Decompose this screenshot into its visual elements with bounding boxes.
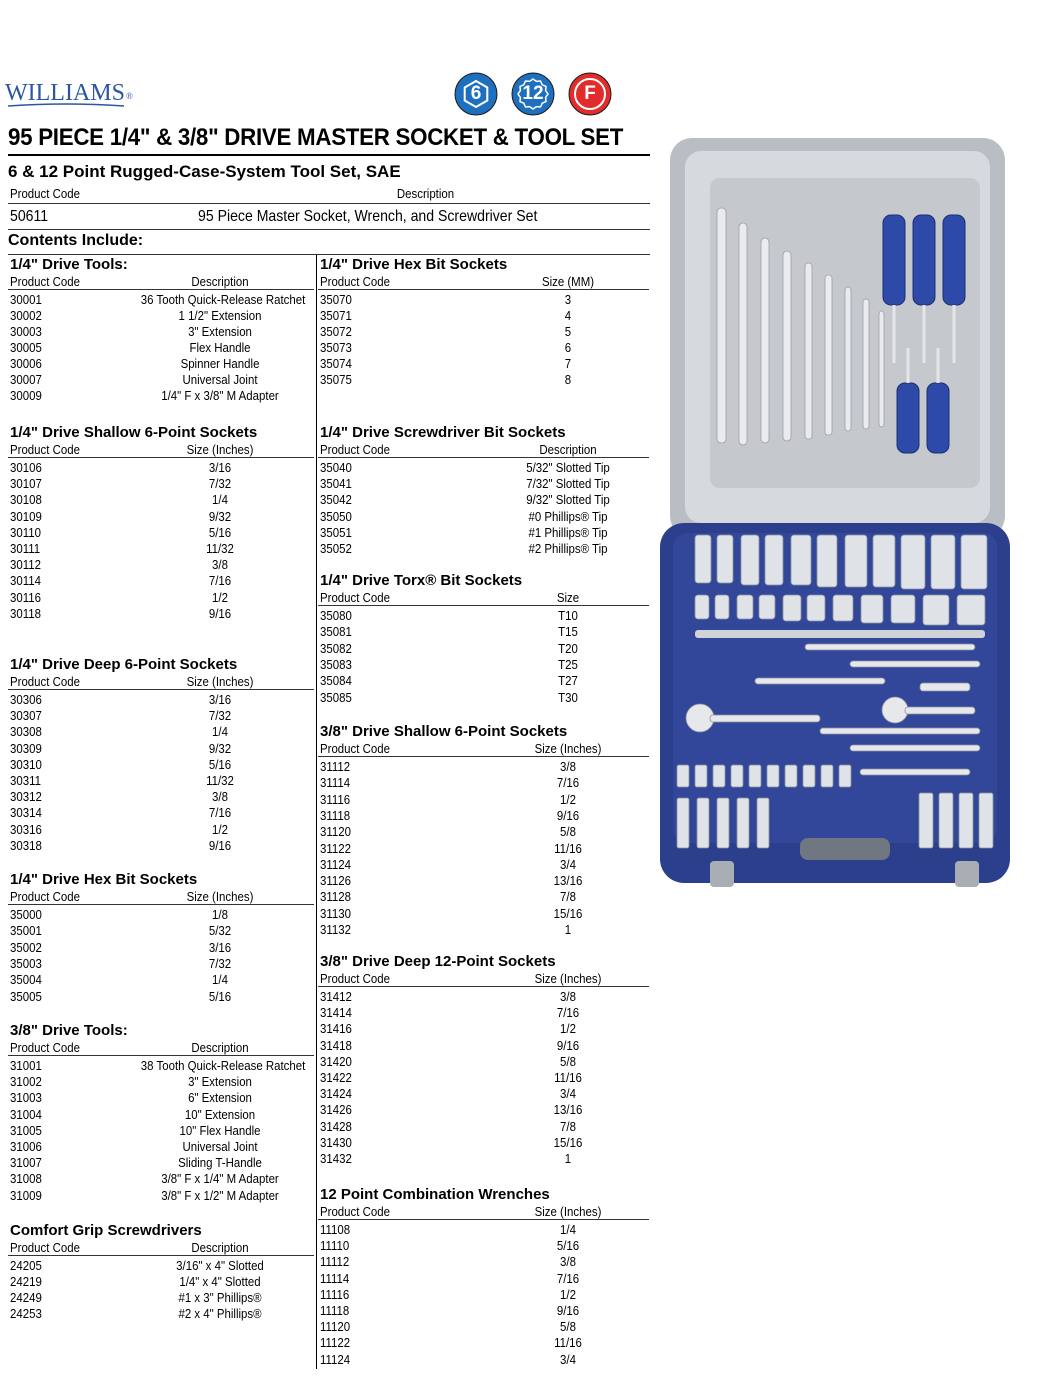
badge-circle bbox=[568, 72, 612, 116]
table-row-code: 31132 bbox=[320, 922, 351, 937]
table-row-code: 31120 bbox=[320, 824, 351, 840]
table-row-value: 11/32 bbox=[206, 773, 234, 788]
table-row-value: 9/16 bbox=[208, 837, 232, 853]
logo-text: WILLIAMS bbox=[5, 80, 125, 106]
table-row-code: 35075 bbox=[320, 372, 352, 387]
col-header-desc: Size (Inches) bbox=[534, 971, 602, 986]
table-row-code: 24253 bbox=[10, 1306, 42, 1321]
table-row-value: 3/8" F x 1/2" M Adapter bbox=[161, 1187, 279, 1203]
table-row-code: 35051 bbox=[320, 524, 352, 540]
table-row-value: 7/16 bbox=[556, 1005, 580, 1021]
product-description: 95 Piece Master Socket, Wrench, and Screwdriver Set bbox=[198, 208, 538, 225]
table-row-code: 24205 bbox=[10, 1258, 42, 1273]
table-row-value: 1/2 bbox=[560, 1286, 576, 1302]
table-row-code: 31124 bbox=[320, 856, 351, 872]
table-row-code: 31430 bbox=[320, 1134, 352, 1150]
section-rule bbox=[8, 1055, 314, 1056]
col-header-desc: Description bbox=[191, 1240, 249, 1255]
table-row-code: 31122 bbox=[320, 840, 351, 856]
table-row-value: 36 Tooth Quick-Release Ratchet bbox=[140, 292, 306, 307]
column-divider bbox=[316, 255, 317, 1369]
table-row-value: #2 Phillips® Tip bbox=[528, 541, 608, 556]
table-row-value: 1/4" x 4" Slotted bbox=[179, 1274, 261, 1289]
table-row-code: 35000 bbox=[10, 907, 42, 922]
table-row-value: T20 bbox=[558, 640, 578, 656]
table-row-code: 30111 bbox=[10, 541, 41, 556]
table-row-value: Universal Joint bbox=[182, 1139, 258, 1154]
table-row-value: 3/16 bbox=[208, 939, 232, 955]
table-row-value: 5/8 bbox=[560, 1319, 576, 1335]
table-row-value: 3/8" F x 1/4" M Adapter bbox=[161, 1171, 279, 1187]
col-header-desc: Size (Inches) bbox=[534, 1204, 602, 1219]
table-row-code: 31414 bbox=[320, 1005, 352, 1021]
table-row-value: 1 1/2" Extension bbox=[178, 308, 262, 323]
section-rule bbox=[8, 689, 314, 690]
table-row-value: 5 bbox=[564, 324, 572, 339]
table-row-code: 35070 bbox=[320, 292, 352, 307]
header-rule bbox=[8, 203, 650, 204]
table-row-value: 3/8 bbox=[560, 989, 576, 1004]
table-row-code: 11110 bbox=[320, 1238, 350, 1254]
table-row-code: 30309 bbox=[10, 740, 42, 756]
table-row-code: 35085 bbox=[320, 689, 352, 705]
table-row-value: 3/16" x 4" Slotted bbox=[176, 1258, 264, 1273]
table-row-code: 30107 bbox=[10, 476, 42, 492]
col-header-code: Product Code bbox=[10, 442, 80, 457]
badge-label: F bbox=[584, 83, 596, 104]
page-subtitle: 6 & 12 Point Rugged-Case-System Tool Set, SAE bbox=[8, 162, 401, 181]
table-row-value: 5/32" Slotted Tip bbox=[526, 460, 610, 475]
table-row-code: 30007 bbox=[10, 372, 42, 387]
table-row-value: Universal Joint bbox=[182, 372, 258, 387]
section-rule bbox=[8, 1255, 314, 1256]
col-header-code: Product Code bbox=[320, 1204, 390, 1219]
table-row-code: 31003 bbox=[10, 1090, 42, 1106]
table-row-value: 7/8 bbox=[560, 1118, 576, 1134]
table-row-code: 35082 bbox=[320, 640, 352, 656]
table-row-value: 11/32 bbox=[206, 541, 234, 556]
table-row-value: 9/32 bbox=[208, 740, 232, 756]
product-code: 50611 bbox=[10, 208, 49, 225]
table-row-code: 30108 bbox=[10, 492, 42, 508]
table-row-code: 30318 bbox=[10, 837, 42, 853]
table-row-value: 15/16 bbox=[553, 1134, 583, 1150]
table-row-code: 31418 bbox=[320, 1037, 352, 1053]
table-row-code: 31426 bbox=[320, 1102, 352, 1118]
section-rule bbox=[8, 457, 314, 458]
table-row-code: 31116 bbox=[320, 791, 351, 807]
table-row-value: 1/8 bbox=[212, 907, 228, 922]
table-row-code: 31412 bbox=[320, 989, 352, 1004]
table-row-value: 4 bbox=[564, 308, 572, 323]
table-row-code: 31008 bbox=[10, 1171, 42, 1187]
table-row-code: 30002 bbox=[10, 308, 42, 323]
table-row-code: 30001 bbox=[10, 292, 42, 307]
table-row-code: 31432 bbox=[320, 1151, 352, 1166]
tool-case-photo bbox=[655, 133, 1015, 893]
section-title: 1/4" Drive Shallow 6-Point Sockets bbox=[10, 424, 258, 441]
table-row-value: 3/16 bbox=[208, 460, 232, 475]
section-title: 1/4" Drive Hex Bit Sockets bbox=[10, 871, 198, 888]
table-row-value: 6 bbox=[564, 340, 572, 355]
table-row-value: #2 x 4" Phillips® bbox=[178, 1306, 262, 1321]
table-row-value: 3" Extension bbox=[188, 1074, 252, 1090]
table-row-value: 3/4 bbox=[560, 1086, 576, 1102]
table-row-value: Flex Handle bbox=[189, 340, 251, 355]
col-header-desc: Size bbox=[556, 590, 580, 605]
table-row-value: 1/2 bbox=[560, 791, 576, 807]
col-header-code: Product Code bbox=[10, 889, 80, 904]
table-row-value: 3/4 bbox=[560, 856, 576, 872]
col-header-desc: Size (MM) bbox=[541, 274, 595, 289]
col-header-code: Product Code bbox=[320, 590, 390, 605]
table-row-code: 35004 bbox=[10, 972, 42, 988]
badge-label: 12 bbox=[522, 83, 544, 104]
table-row-code: 35002 bbox=[10, 939, 42, 955]
logo-swoosh-icon bbox=[8, 103, 124, 107]
section-title: 3/8" Drive Shallow 6-Point Sockets bbox=[320, 723, 568, 740]
table-row-value: 3/16 bbox=[208, 692, 232, 707]
section-title: 1/4" Drive Tools: bbox=[10, 256, 128, 273]
table-row-code: 30116 bbox=[10, 589, 41, 605]
table-row-value: Spinner Handle bbox=[180, 356, 260, 371]
table-row-code: 31424 bbox=[320, 1086, 352, 1102]
table-row-code: 11122 bbox=[320, 1335, 351, 1351]
table-row-value: 5/8 bbox=[560, 824, 576, 840]
table-row-code: 31007 bbox=[10, 1155, 42, 1171]
table-row-value: 9/16 bbox=[556, 807, 580, 823]
table-row-code: 35073 bbox=[320, 340, 352, 355]
logo-reg-mark: ® bbox=[125, 91, 133, 101]
table-row-value: 1/2 bbox=[560, 1021, 576, 1037]
table-row-value: #1 x 3" Phillips® bbox=[178, 1290, 262, 1305]
table-row-value: 3" Extension bbox=[188, 324, 252, 339]
table-row-value: 3 bbox=[564, 292, 572, 307]
table-row-code: 11120 bbox=[320, 1319, 351, 1335]
col-header-desc: Size (Inches) bbox=[534, 741, 602, 756]
col-header-code: Product Code bbox=[320, 274, 390, 289]
table-row-code: 31428 bbox=[320, 1118, 352, 1134]
table-row-code: 35080 bbox=[320, 608, 352, 623]
table-row-code: 31009 bbox=[10, 1187, 42, 1203]
table-row-code: 35081 bbox=[320, 624, 352, 640]
table-row-code: 30314 bbox=[10, 805, 42, 821]
section-rule bbox=[318, 1219, 649, 1220]
table-row-value: 7/32" Slotted Tip bbox=[526, 476, 610, 492]
table-row-value: T10 bbox=[558, 608, 578, 623]
col-header-desc: Size (Inches) bbox=[186, 442, 254, 457]
table-row-code: 30112 bbox=[10, 557, 41, 573]
col-header-code: Product Code bbox=[320, 741, 390, 756]
table-row-code: 30003 bbox=[10, 324, 42, 339]
table-row-value: 7/16 bbox=[556, 1270, 580, 1286]
table-row-code: 31112 bbox=[320, 759, 351, 774]
badge-hexagon bbox=[454, 72, 498, 116]
table-row-value: 3/8 bbox=[212, 557, 228, 573]
table-row-code: 31001 bbox=[10, 1058, 42, 1073]
table-row-value: 15/16 bbox=[553, 905, 583, 921]
table-row-code: 35042 bbox=[320, 492, 352, 508]
table-row-code: 11108 bbox=[320, 1222, 351, 1237]
table-row-code: 30312 bbox=[10, 789, 42, 805]
badge-twelve-point bbox=[511, 72, 555, 116]
table-row-value: 5/8 bbox=[560, 1053, 576, 1069]
product-rule bbox=[8, 229, 650, 230]
section-title: 1/4" Drive Deep 6-Point Sockets bbox=[10, 656, 238, 673]
table-row-value: 7/32 bbox=[208, 476, 232, 492]
table-row-code: 35071 bbox=[320, 308, 352, 323]
section-rule bbox=[318, 289, 649, 290]
table-row-value: 10" Extension bbox=[184, 1106, 256, 1122]
table-row-code: 35001 bbox=[10, 923, 42, 939]
table-row-value: 7/8 bbox=[560, 889, 576, 905]
section-title: Comfort Grip Screwdrivers bbox=[10, 1222, 202, 1239]
col-header-desc: Size (Inches) bbox=[186, 674, 254, 689]
table-row-code: 30307 bbox=[10, 708, 42, 724]
table-row-value: 1/2 bbox=[212, 589, 228, 605]
table-row-code: 30118 bbox=[10, 605, 41, 621]
table-row-value: 1 bbox=[564, 922, 572, 937]
table-row-value: #1 Phillips® Tip bbox=[528, 524, 608, 540]
table-row-value: 10" Flex Handle bbox=[179, 1122, 261, 1138]
table-row-value: 3/8 bbox=[560, 1254, 576, 1270]
table-row-value: T30 bbox=[558, 689, 578, 705]
table-row-value: 1 bbox=[564, 1151, 572, 1166]
table-row-code: 35041 bbox=[320, 476, 352, 492]
table-row-value: 13/16 bbox=[553, 1102, 583, 1118]
section-rule bbox=[318, 605, 649, 606]
table-row-value: 11/16 bbox=[554, 840, 582, 856]
section-title: 3/8" Drive Tools: bbox=[10, 1022, 128, 1039]
table-row-code: 24219 bbox=[10, 1274, 42, 1289]
col-header-code: Product Code bbox=[10, 674, 80, 689]
col-header-code: Product Code bbox=[320, 971, 390, 986]
table-row-code: 11114 bbox=[320, 1270, 350, 1286]
table-row-value: #0 Phillips® Tip bbox=[528, 508, 608, 524]
table-row-code: 11124 bbox=[320, 1351, 351, 1367]
table-row-code: 31126 bbox=[320, 873, 351, 889]
table-row-value: 13/16 bbox=[553, 873, 583, 889]
table-row-value: 1/4 bbox=[560, 1222, 576, 1237]
section-title: 1/4" Drive Hex Bit Sockets bbox=[320, 256, 508, 273]
table-row-code: 35040 bbox=[320, 460, 352, 475]
table-row-code: 35072 bbox=[320, 324, 352, 339]
table-row-code: 24249 bbox=[10, 1290, 42, 1305]
section-rule bbox=[318, 756, 649, 757]
table-row-value: 38 Tooth Quick-Release Ratchet bbox=[140, 1058, 306, 1073]
contents-rule bbox=[8, 254, 650, 255]
table-row-code: 31002 bbox=[10, 1074, 42, 1090]
section-title: 1/4" Drive Torx® Bit Sockets bbox=[320, 572, 523, 589]
section-title: 3/8" Drive Deep 12-Point Sockets bbox=[320, 953, 556, 970]
table-row-value: 7/32 bbox=[208, 955, 232, 971]
col-header-code: Product Code bbox=[10, 1240, 80, 1255]
col-header-code: Product Code bbox=[320, 442, 390, 457]
table-row-value: 5/16 bbox=[208, 988, 232, 1004]
table-row-code: 30306 bbox=[10, 692, 42, 707]
section-rule bbox=[318, 986, 649, 987]
table-row-code: 30106 bbox=[10, 460, 42, 475]
table-row-code: 30316 bbox=[10, 821, 42, 837]
table-row-code: 31420 bbox=[320, 1053, 352, 1069]
section-rule bbox=[318, 457, 649, 458]
col-header-desc: Description bbox=[191, 274, 249, 289]
section-rule bbox=[8, 904, 314, 905]
product-code-header: Product Code bbox=[10, 186, 80, 201]
section-title: 12 Point Combination Wrenches bbox=[320, 1186, 550, 1203]
table-row-value: 9/32 bbox=[208, 508, 232, 524]
table-row-code: 30009 bbox=[10, 388, 42, 403]
table-row-code: 31006 bbox=[10, 1139, 42, 1154]
table-row-value: 9/32" Slotted Tip bbox=[526, 492, 610, 508]
table-row-code: 31005 bbox=[10, 1122, 42, 1138]
table-row-code: 30109 bbox=[10, 508, 42, 524]
table-row-value: 3/4 bbox=[560, 1351, 576, 1367]
table-row-value: 1/4" F x 3/8" M Adapter bbox=[161, 388, 279, 403]
table-row-code: 35074 bbox=[320, 356, 352, 371]
product-desc-header: Description bbox=[396, 186, 455, 201]
table-row-code: 30005 bbox=[10, 340, 42, 355]
col-header-desc: Description bbox=[539, 442, 597, 457]
table-row-code: 35050 bbox=[320, 508, 352, 524]
table-row-value: T27 bbox=[558, 673, 578, 689]
table-row-value: 9/16 bbox=[208, 605, 232, 621]
table-row-value: 1/4 bbox=[212, 724, 228, 740]
table-row-value: 8 bbox=[564, 372, 572, 387]
table-row-value: 7/16 bbox=[208, 573, 232, 589]
col-header-code: Product Code bbox=[10, 1040, 80, 1055]
section-title: 1/4" Drive Screwdriver Bit Sockets bbox=[320, 424, 566, 441]
table-row-code: 30311 bbox=[10, 773, 41, 788]
table-row-value: 5/16 bbox=[556, 1238, 580, 1254]
table-row-value: 1/2 bbox=[212, 821, 228, 837]
table-row-code: 31416 bbox=[320, 1021, 352, 1037]
badge-label: 6 bbox=[470, 83, 482, 104]
table-row-code: 30110 bbox=[10, 524, 41, 540]
table-row-value: 9/16 bbox=[556, 1303, 580, 1318]
table-row-code: 11112 bbox=[320, 1254, 350, 1270]
table-row-code: 35052 bbox=[320, 541, 352, 556]
table-row-value: 7/16 bbox=[208, 805, 232, 821]
table-row-value: T25 bbox=[558, 656, 578, 672]
table-row-value: 5/32 bbox=[208, 923, 232, 939]
title-rule bbox=[8, 154, 650, 156]
col-header-desc: Description bbox=[191, 1040, 249, 1055]
contents-label: Contents Include: bbox=[8, 232, 144, 249]
table-row-code: 35005 bbox=[10, 988, 42, 1004]
table-row-code: 31118 bbox=[320, 807, 351, 823]
table-row-code: 31114 bbox=[320, 775, 351, 791]
table-row-value: Sliding T-Handle bbox=[178, 1155, 262, 1171]
table-row-code: 30310 bbox=[10, 756, 42, 772]
page-title: 95 PIECE 1/4" & 3/8" DRIVE MASTER SOCKET & TOOL SET bbox=[8, 124, 624, 151]
table-row-value: 1/4 bbox=[212, 492, 228, 508]
section-rule bbox=[8, 289, 314, 290]
table-row-value: T15 bbox=[558, 624, 578, 640]
table-row-value: 3/8 bbox=[560, 759, 576, 774]
table-row-code: 30308 bbox=[10, 724, 42, 740]
table-row-code: 35083 bbox=[320, 656, 352, 672]
table-row-value: 11/16 bbox=[554, 1070, 582, 1085]
table-row-code: 31128 bbox=[320, 889, 351, 905]
table-row-code: 31004 bbox=[10, 1106, 42, 1122]
table-row-value: 5/16 bbox=[208, 756, 232, 772]
table-row-value: 7/16 bbox=[556, 775, 580, 791]
table-row-value: 1/4 bbox=[212, 972, 228, 988]
table-row-code: 11118 bbox=[320, 1303, 350, 1318]
table-row-value: 11/16 bbox=[554, 1335, 582, 1351]
table-row-code: 35003 bbox=[10, 955, 42, 971]
table-row-value: 7/32 bbox=[208, 708, 232, 724]
table-row-value: 6" Extension bbox=[188, 1090, 252, 1106]
col-header-desc: Size (Inches) bbox=[186, 889, 254, 904]
table-row-code: 30006 bbox=[10, 356, 42, 371]
table-row-value: 5/16 bbox=[208, 524, 232, 540]
table-row-value: 3/8 bbox=[212, 789, 228, 805]
table-row-code: 31422 bbox=[320, 1070, 352, 1085]
table-row-code: 11116 bbox=[320, 1286, 350, 1302]
table-row-value: 7 bbox=[564, 356, 572, 371]
table-row-code: 30114 bbox=[10, 573, 41, 589]
table-row-code: 35084 bbox=[320, 673, 352, 689]
table-row-value: 9/16 bbox=[556, 1037, 580, 1053]
table-row-code: 31130 bbox=[320, 905, 351, 921]
col-header-code: Product Code bbox=[10, 274, 80, 289]
